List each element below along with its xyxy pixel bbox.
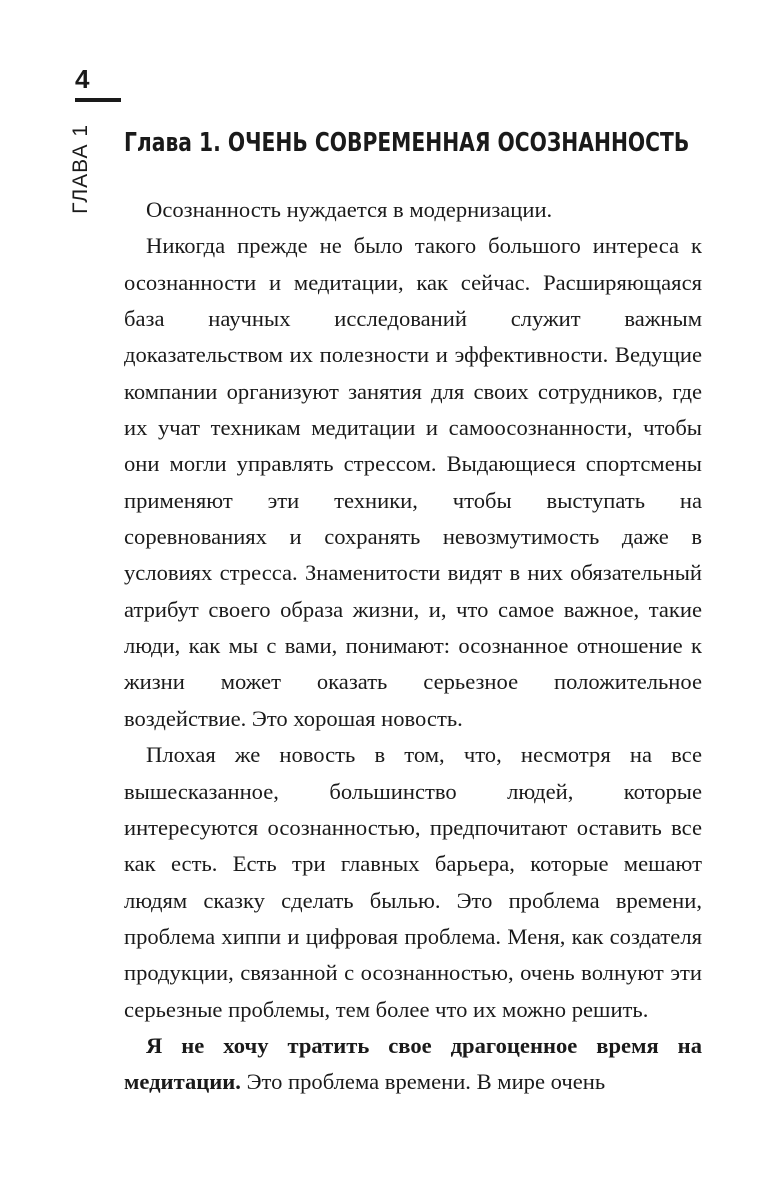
paragraph-4-text: Это проблема времени. В мире очень xyxy=(240,1069,606,1095)
paragraph-2: Никогда прежде не было такого большого интереса к осознанности и медитации, как сейчас. Расширяющаяся база научных исследований служит важным доказательством их полезности и эффективности. Ведущие компании организуют занятия для своих сотрудников, где их учат техникам медитации и самоосознанности, чтобы они могли управлять стрессом. Выдающиеся спортсмены применяют эти техники, чтобы выступать на соревнованиях и сохранять невозмутимость даже в условиях стресса. Знаменитости видят в них обязательный атрибут своего образа жизни, и, что самое важное, такие люди, как мы с вами, понимают: осознанное отношение к жизни может оказать серьезное положительное воздействие. Это хорошая новость. xyxy=(124,233,702,731)
paragraph-1: Осознанность нуждается в модернизации. xyxy=(146,197,553,222)
page-number-rule xyxy=(75,98,121,102)
body-text xyxy=(124,192,702,1101)
paragraph-3: Плохая же новость в том, что, несмотря на все вышесказанное, большинство людей, которые интересуются осознанностью, предпочитают оставить все как есть. Есть три главных барьера, которые мешают людям сказку сделать былью. Это проблема времени, проблема хиппи и цифровая проблема. Меня, как создателя продукции, связанной с осознанностью, очень волнуют эти серьезные проблемы, тем более что их можно решить. xyxy=(124,742,702,1022)
page-number: 4 xyxy=(75,64,90,94)
running-head-label: ГЛАВА 1 xyxy=(69,124,92,214)
paragraph-4 xyxy=(124,1028,702,1101)
paragraph-4-bold-lead: Я не хочу тратить свое драгоценное время на медитации. xyxy=(124,1032,702,1095)
running-head xyxy=(70,124,92,264)
chapter-title: Глава 1. ОЧЕНЬ СОВРЕМЕННАЯ ОСОЗНАННОСТЬ xyxy=(124,128,690,158)
